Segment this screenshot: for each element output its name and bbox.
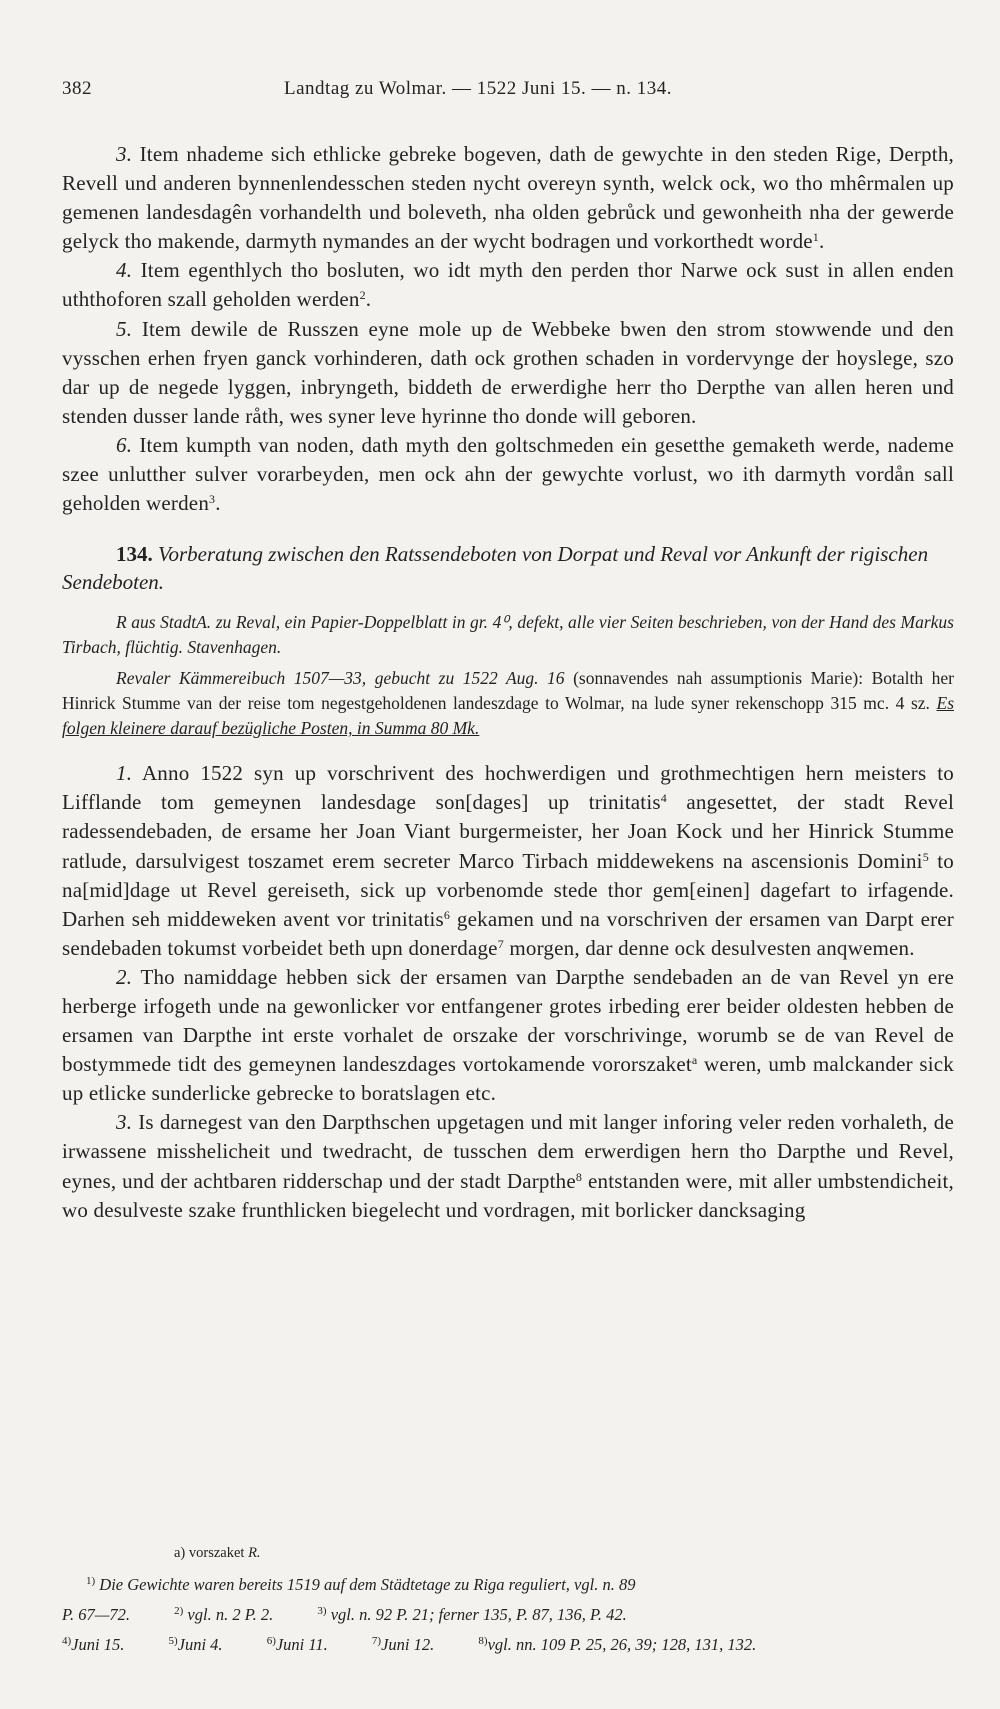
source-description: R aus StadtA. zu Reval, ein Papier-Doppelblatt in gr. 4⁰, defekt, alle vier Seiten beschrieben, von der Hand des Markus Tirbach, flüchtig. Stavenhagen. [62,612,954,658]
footnote-line-1: $^{1)}$ Die Gewichte waren bereits 1519 auf dem Städtetage zu Riga reguliert, vgl. n. 89 [86,1575,636,1594]
footnote-line-3: $^{4)}$Juni 15. $^{5)}$Juni 4. $^{6)}$Juni 11. $^{7)}$Juni 12. $^{8)}$vgl. nn. 109 P. 25, 26, 39; 128, 131, 132. [62,1635,757,1654]
prev-item-6: 6. Item kumpth van noden, dath myth den goltschmeden ein gesetthe gemaketh werde, nademe szee unlutther sulver vorarbeyden, men ock ahn der gewychte vorlust, wo ith darmyth vordån sall geholden werden$^3$. [62,432,955,516]
document-number: 134. [116,542,153,567]
paragraph-1: 1. Anno 1522 syn up vorschrivent des hochwerdigen und grothmechtigen hern meisters to Lifflande tom gemeynen landesdage son[dages] up trinitatis$^4$ angesettet, der stadt Revel radessendebaden, de ersame her Joan Viant burgermeister, her Joan Kock und her Hinrick Stumme ratlude, darsulvigest toszamet erem secreter Marco Tirbach middewekens na ascensionis Domini$^5$ to na[mid]dage ut Revel gereiseth, sick up vorbenomde stede thor gem[einen] dagefart to irfagende. Darhen seh middeweken avent vor trinitatis$^6$ gekamen und na vorschriven der ersamen van Darpt erer sendebaden tokumst vorbeidet beth upn donerdage$^7$ morgen, dar denne ock desulvesten anqwemen. [62,761,955,960]
paragraph-2: 2. Tho namiddage hebben sick der ersamen van Darpthe sendebaden an de van Revel yn ere herberge irfogeth unde na gewonlicker vor entfangener grotes irbeding erer beider oldesten hebben de ersamen van Darpthe int erste vorhalet de orszake der vorschrivinge, worumb se de van Revel de bostymmede tidt des gemeynen landeszdages vortokamende vororszaket$^a$ weren, umb malckander sick up etlicke sunderlicke gebrecke to boratslagen etc. [62,964,955,1106]
prev-item-5: 5. Item dewile de Russzen eyne mole up de Webbeke bwen den strom stowwende und den vysschen erhen fryen ganck vorhinderen, dath ock grothen schaden in vordervynge der hoyslege, szo dar up de negede lyggen, inbryngeth, biddeth de erwerdighe herr tho Derpthe van allen heren und stenden dusser lande råth, wes syner leve hyrinne tho donde will geboren. [62,316,954,428]
ledger-note: Revaler Kämmereibuch 1507—33, gebucht zu 1522 Aug. 16 (sonnavendes nah assumptionis Marie): Botalth her Hinrick Stumme van der reise tom negestgeholdenen landeszdage to Wolmar, na lude syner rekenschopp 315 mc. 4 sz. Es folgen kleinere darauf bezügliche Posten, in Summa 80 Mk. [62,668,954,739]
footnote-a: a) vorszaket R. [174,1545,261,1561]
prev-item-4: 4. Item egenthlych tho bosluten, wo idt myth den perden thor Narwe ock sust in allen enden uththoforen szall geholden werden$^2$. [62,258,954,312]
page-number: 382 [62,78,92,99]
document-title: Vorberatung zwischen den Ratssendeboten von Dorpat und Reval vor Ankunft der rigischen Sendeboten. [62,542,929,595]
page-body [62,140,954,1225]
prev-item-3: 3. Item nhademe sich ethlicke gebreke bogeven, dath de gewychte in den steden Rige, Derpth, Revell und anderen bynnenlendesschen steden nycht overeyn synth, welck ock, wo tho mhêrmalen up gemenen landesdagên vorhandelth und boleveth, nha olden gebrůck und gewonheith nha der gewerde gelyck tho makende, darmyth nymandes an der wycht bodragen und vorkorthedt worde$^1$. [62,142,954,254]
document-heading [62,540,954,596]
running-title: Landtag zu Wolmar. — 1522 Juni 15. — n. 134. [284,78,672,99]
paragraph-3: 3. Is darnegest van den Darpthschen upgetagen und mit langer inforing veler reden vorhaleth, de irwassene misshelicheit und twedracht, de tusschen dem erwerdigen hern tho Darpthe und Revel, eynes, und der achtbaren ridderschap und der stadt Darpthe$^8$ entstanden were, mit aller umbstendicheit, wo desulveste szake frunthlicken biegelecht und vordragen, mit borlicker dancksaging [62,1110,955,1222]
footnotes [62,1545,954,1658]
footnote-line-2: P. 67—72. $^{2)}$ vgl. n. 2 P. 2. $^{3)}$ vgl. n. 92 P. 21; ferner 135, P. 87, 136, P. 42. [62,1605,627,1624]
